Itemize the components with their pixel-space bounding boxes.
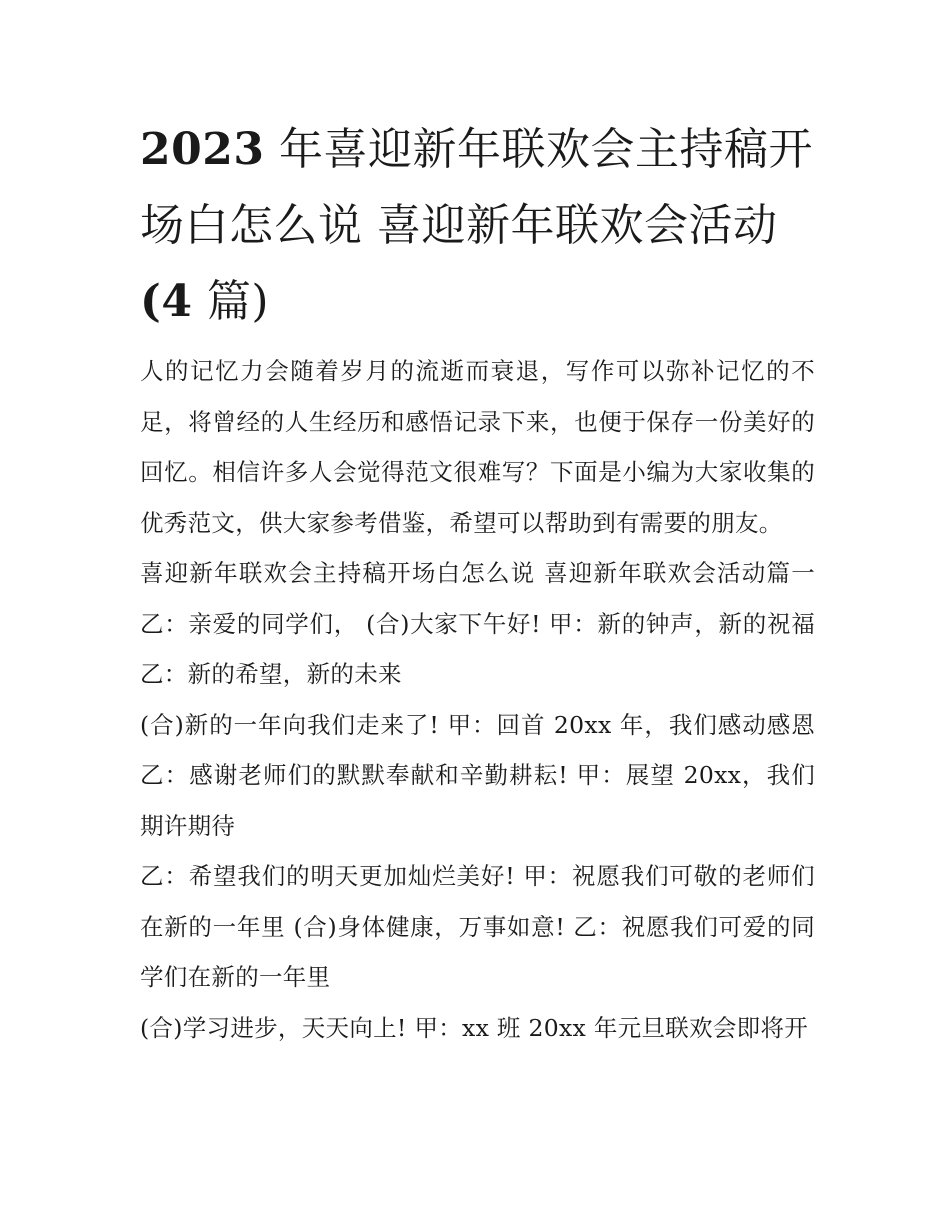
document-page [140,112,815,1053]
body-paragraph: (合)学习进步，天天向上! 甲：xx 班 20xx 年元旦联欢会即将开 [140,1013,809,1042]
title-suffix: 篇) [206,276,270,327]
title-count: (4 [140,276,193,327]
intro-paragraph: 人的记忆力会随着岁月的流逝而衰退，写作可以弥补记忆的不足，将曾经的人生经历和感悟记录下来，也便于保存一份美好的回忆。相信许多人会觉得范文很难写？下面是小编为大家收集的优秀范文，供大家参考借鉴，希望可以帮助到有需要的朋友。 [140,357,815,537]
title-main: 年喜迎新年联欢会主持稿开场白怎么说 喜迎新年联欢会活动 [140,124,813,251]
title-year: 2023 [140,124,265,175]
body-paragraph: (合)新的一年向我们走来了! 甲：回首 20xx 年，我们感动感恩 乙：感谢老师们的默默奉献和辛勤耕耘! 甲：展望 20xx，我们期许期待 [140,710,815,840]
body-paragraph: 乙：希望我们的明天更加灿烂美好! 甲：祝愿我们可敬的老师们在新的一年里 (合)身体健康，万事如意! 乙：祝愿我们可爱的同学们在新的一年里 [140,862,815,991]
body-paragraph: 喜迎新年联欢会主持稿开场白怎么说 喜迎新年联欢会活动篇一 乙：亲爱的同学们， (合)大家下午好! 甲：新的钟声，新的祝福 乙：新的希望，新的未来 [140,559,815,688]
document-title [140,112,815,340]
